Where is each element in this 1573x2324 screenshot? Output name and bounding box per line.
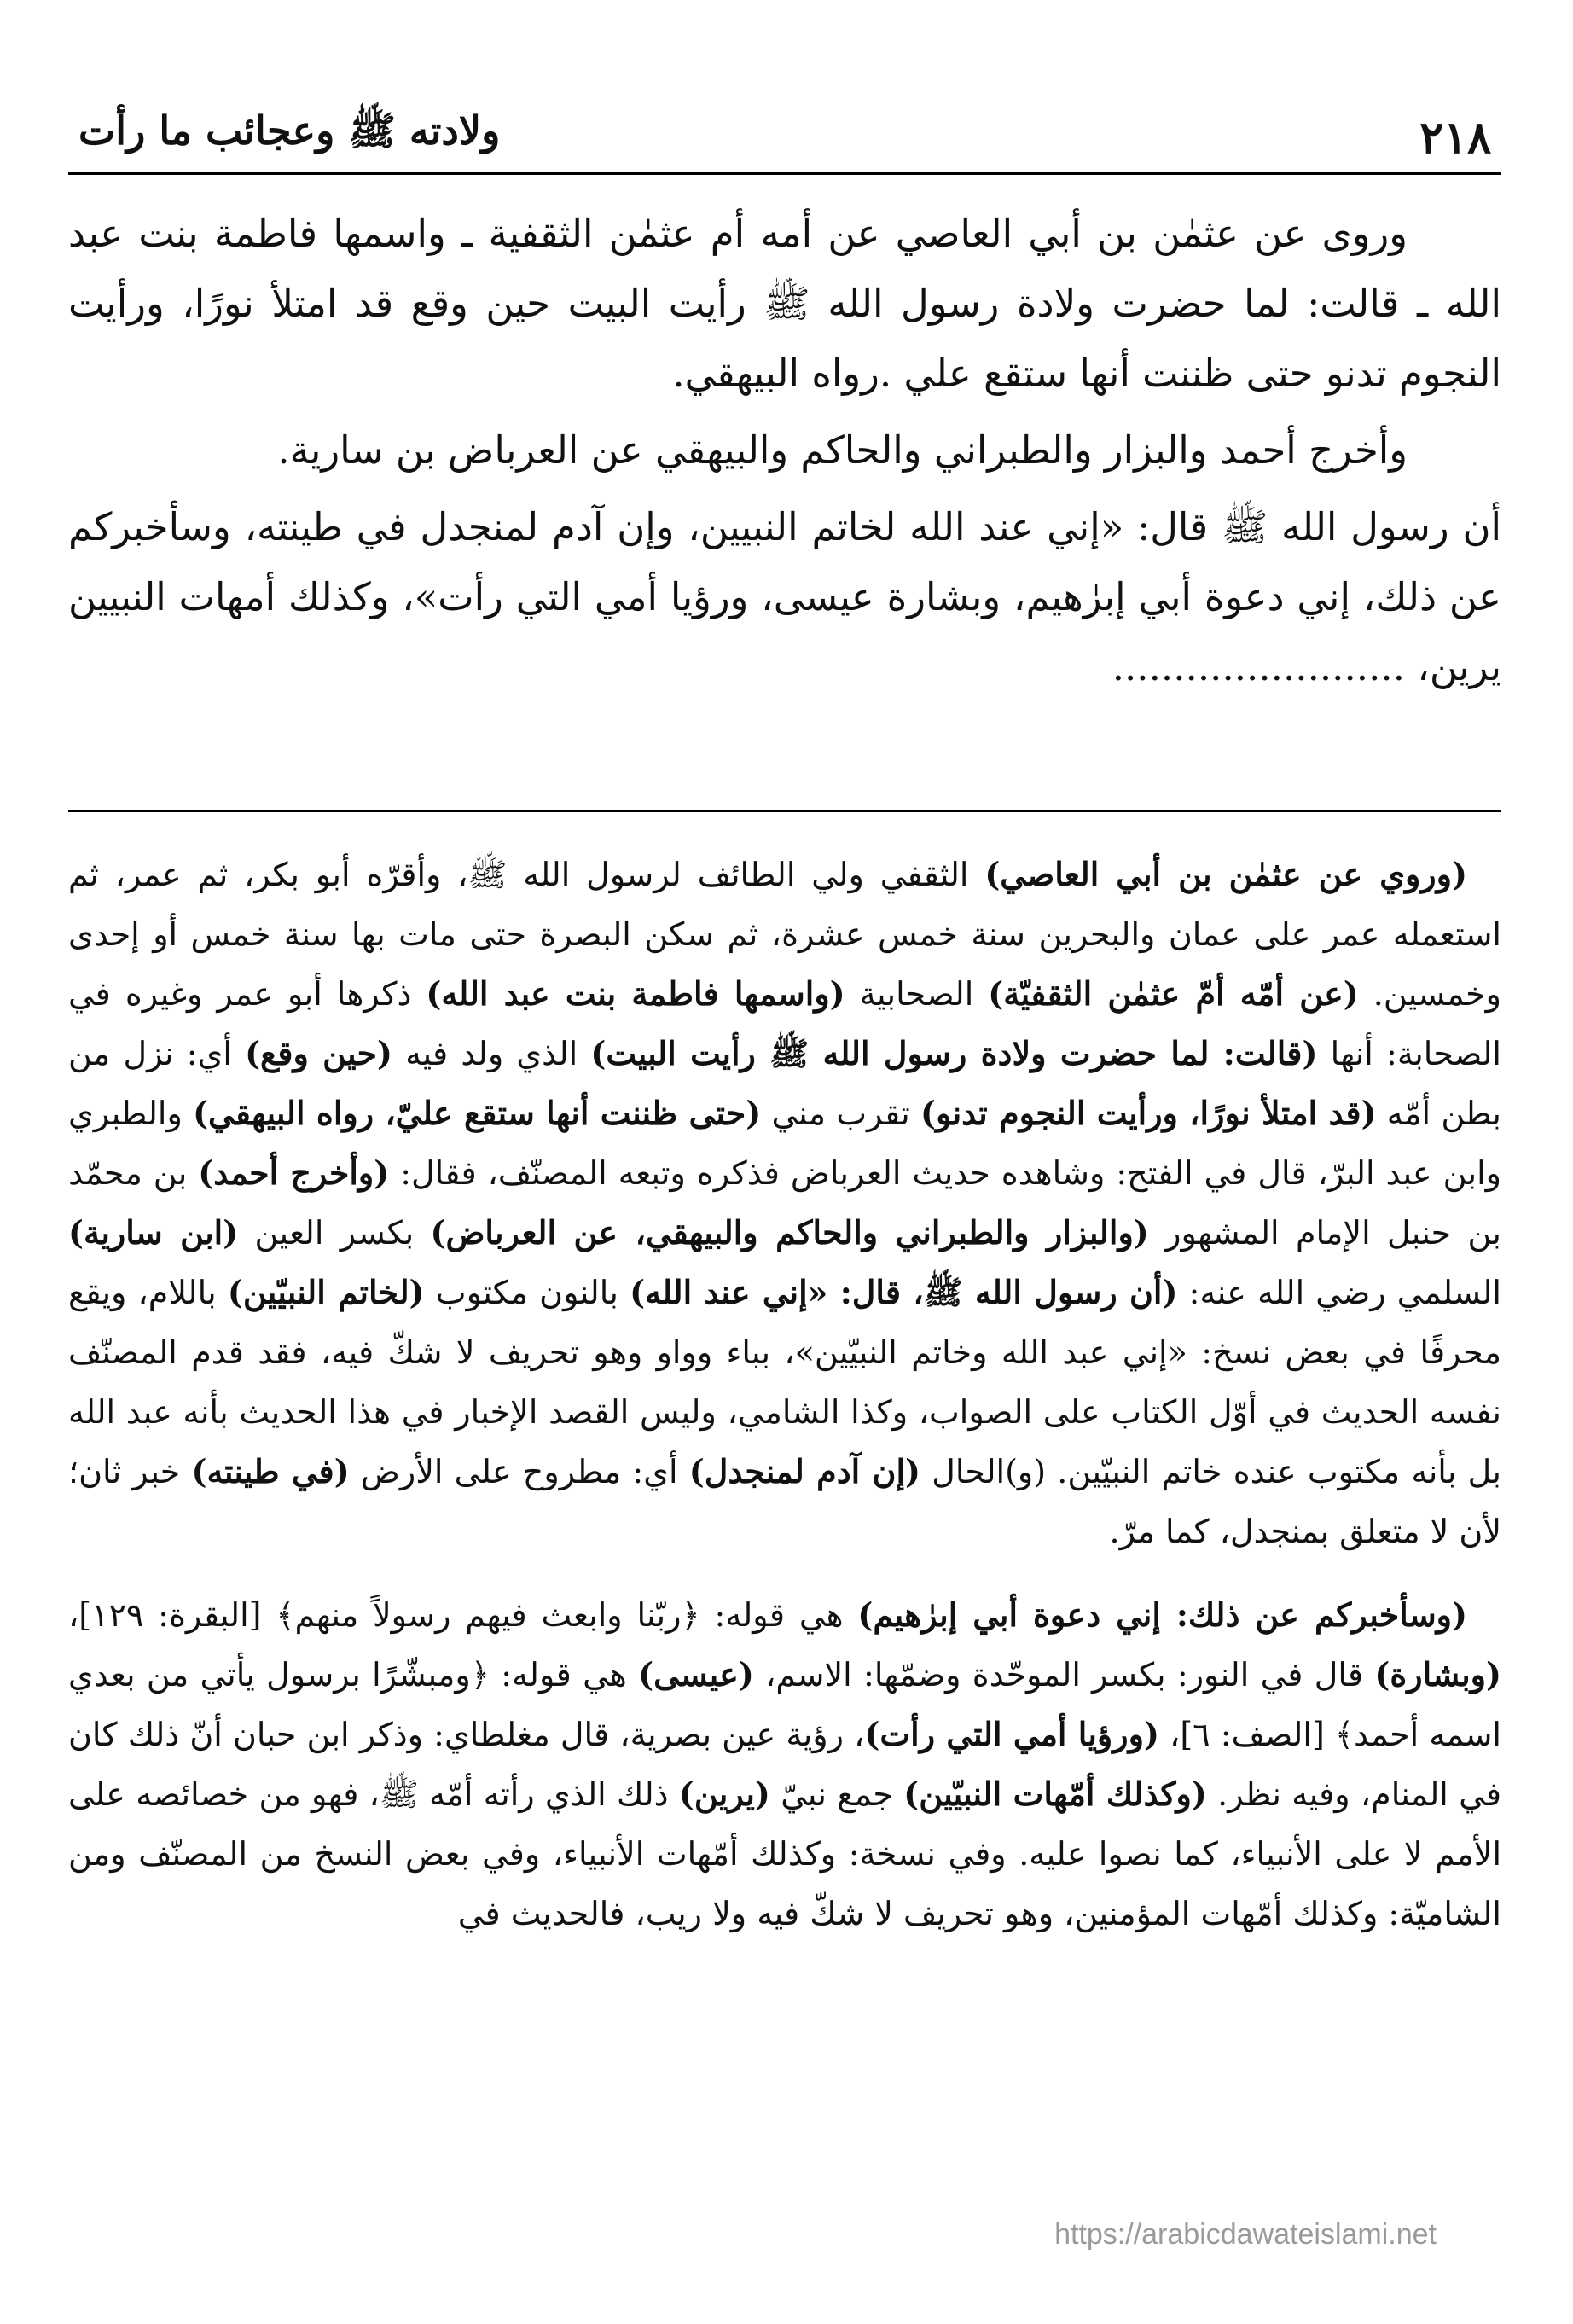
quoted-phrase: (والبزار والطبراني والحاكم والبيهقي، عن العرباض) xyxy=(430,1213,1149,1252)
book-page xyxy=(68,94,1502,1932)
hadith-text: أن رسول الله ﷺ قال: «إني عند الله لخاتم النبيين، وإن آدم لمنجدل في طينته، وسأخبركم عن ذلك، إني دعوة أبي إبرٰهيم، وبشارة عيسى، ورؤيا أمي التي رأت»، وكذلك أمهات النبيين يرين، xyxy=(68,504,1501,689)
quoted-phrase: (ورؤيا أمي التي رأت) xyxy=(864,1715,1159,1753)
quoted-phrase: (لخاتم النبيّين) xyxy=(227,1273,425,1311)
watermark-url: https://arabicdawateislami.net xyxy=(1054,2218,1437,2251)
commentary-text: تقرب مني xyxy=(761,1095,920,1132)
quoted-phrase: (يرين) xyxy=(678,1775,770,1813)
page-number: ٢١٨ xyxy=(1419,112,1491,164)
commentary-text: السلمي رضي الله عنه: xyxy=(1177,1274,1501,1311)
quoted-phrase: (وبشارة) xyxy=(1374,1655,1501,1694)
main-paragraph-1: وروى عن عثمٰن بن أبي العاصي عن أمه أم عثمٰن الثقفية ـ واسمها فاطمة بنت عبد الله ـ قالت: لما حضرت ولادة رسول الله ﷺ رأيت البيت حين وقع قد امتلأ نورًا، ورأيت النجوم تدنو حتى ظننت أنها ستقع علي .رواه البيهقي. xyxy=(68,211,1501,396)
commentary-text: جمع نبيّ xyxy=(769,1775,904,1813)
commentary xyxy=(68,845,1501,1943)
quoted-phrase: (حتى ظننت أنها ستقع عليّ، رواه البيهقي) xyxy=(193,1094,762,1132)
quoted-phrase: (ابن سارية) xyxy=(68,1213,239,1252)
commentary-text: والطبري وابن عبد البرّ، قال في الفتح: وشاهده حديث العرباض فذكره وتبعه المصنّف، فقال: xyxy=(68,1095,1501,1192)
commentary-text: الصحابية xyxy=(845,975,989,1013)
commentary-text: بن محمّد بن حنبل الإمام المشهور xyxy=(68,1154,1501,1252)
ellipsis-dots: ........................ xyxy=(1112,644,1406,689)
commentary-text: أي: مطروح على الأرض xyxy=(349,1453,689,1490)
main-paragraph-2: وأخرج أحمد والبزار والطبراني والحاكم والبيهقي عن العرباض بن سارية. xyxy=(277,427,1408,473)
quoted-phrase: (أن رسول الله ﷺ، قال: «إني عند الله) xyxy=(630,1273,1178,1311)
commentary-text: قال في النور: بكسر الموحّدة وضمّها: الاسم، xyxy=(753,1656,1375,1694)
quoted-phrase: (وروي عن عثمٰن بن أبي العاصي) xyxy=(984,855,1467,893)
quoted-phrase: (عيسى) xyxy=(638,1655,754,1694)
quoted-phrase: (عن أمّه أمّ عثمٰن الثقفيّة) xyxy=(988,974,1359,1013)
commentary-text: بالنون مكتوب xyxy=(424,1274,630,1311)
commentary-text: ، رؤية عين بصرية، قال مغلطاي: وذكر ابن حبان أنّ ذلك كان في المنام، وفيه نظر. xyxy=(68,1716,1501,1813)
commentary-text: أي: نزل من بطن أمّه xyxy=(68,1035,1501,1132)
footnote-divider xyxy=(68,810,1501,812)
quoted-phrase: (وكذلك أمّهات النبيّين) xyxy=(903,1775,1207,1813)
commentary-text: بكسر العين xyxy=(238,1214,431,1252)
commentary-paragraph-2 xyxy=(68,1585,1501,1943)
commentary-text: خبر ثان؛ لأن لا متعلق بمنجدل، كما مرّ. xyxy=(68,1453,1501,1550)
quoted-phrase: (قالت: لما حضرت ولادة رسول الله ﷺ رأيت البيت) xyxy=(590,1034,1318,1072)
quoted-phrase: (حين وقع) xyxy=(245,1034,392,1072)
commentary-paragraph-1 xyxy=(68,845,1501,1561)
page-header xyxy=(68,94,1501,175)
main-text xyxy=(68,199,1501,702)
commentary-text: باللام، ويقع محرفًا في بعض نسخ: «إني عبد الله وخاتم النبيّين»، بباء وواو وهو تحريف لا شكّ فيه، فقد قدم المصنّف نفسه الحديث في أوّل الكتاب على الصواب، وكذا الشامي، وليس القصد الإخبار في هذا الحديث بأنه عبد الله بل بأنه مكتوب عنده خاتم النبيّين. (و)الحال xyxy=(68,1274,1502,1490)
running-title: ولادته ﷺ وعجائب ما رأت xyxy=(78,107,501,154)
quoted-phrase: (في طينته) xyxy=(191,1452,350,1490)
main-paragraph-3 xyxy=(68,492,1501,702)
commentary-text: الثقفي ولي الطائف لرسول الله ﷺ، وأقرّه أبو بكر، ثم عمر، ثم استعمله عمر على عمان والبحرين سنة خمس عشرة، ثم سكن البصرة حتى مات بها سنة خمس أو إحدى وخمسين. xyxy=(68,856,1501,1013)
quoted-phrase: (قد امتلأ نورًا، ورأيت النجوم تدنو) xyxy=(920,1094,1377,1132)
commentary-text: ذلك الذي رأته أمّه ﷺ، فهو من خصائصه على الأمم لا على الأنبياء، كما نصوا عليه. وفي نسخة: وكذلك أمّهات الأنبياء، وفي بعض النسخ من المصنّف ومن الشاميّة: وكذلك أمّهات المؤمنين، وهو تحريف لا شكّ فيه ولا ريب، فالحديث في xyxy=(68,1775,1501,1932)
commentary-text: الذي ولد فيه xyxy=(392,1035,591,1072)
quoted-phrase: (إن آدم لمنجدل) xyxy=(688,1452,921,1490)
commentary-text: هي قوله: ﴿ربّنا وابعث فيهم رسولاً منهم﴾ [البقرة: ١٢٩]، xyxy=(68,1596,858,1634)
quoted-phrase: (وأخرج أحمد) xyxy=(198,1153,390,1192)
commentary-text: هي قوله: ﴿ومبشّرًا برسول يأتي من بعدي اسمه أحمد﴾ [الصف: ٦]، xyxy=(68,1656,1501,1753)
quoted-phrase: (واسمها فاطمة بنت عبد الله) xyxy=(426,974,845,1013)
quoted-phrase: (وسأخبركم عن ذلك: إني دعوة أبي إبرٰهيم) xyxy=(857,1595,1467,1634)
commentary-text: ذكرها أبو عمر وغيره في الصحابة: أنها xyxy=(68,975,1501,1072)
